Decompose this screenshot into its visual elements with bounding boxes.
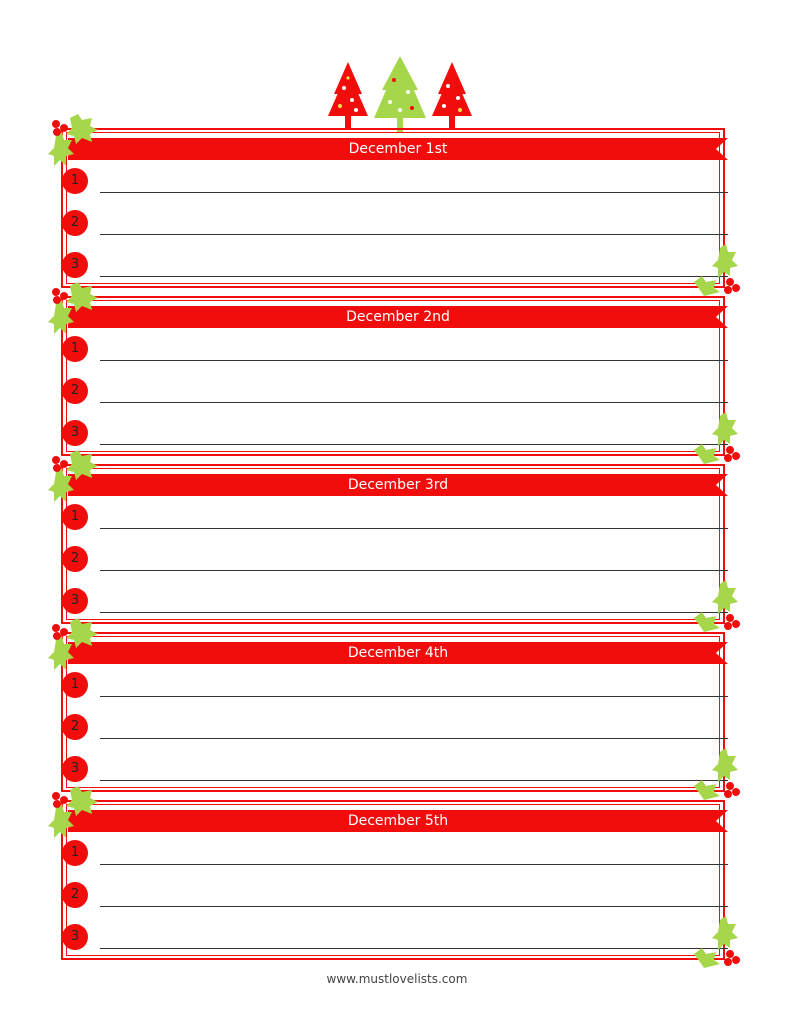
list-item[interactable]: [62, 756, 732, 782]
writing-line[interactable]: [100, 276, 728, 277]
list-item[interactable]: [62, 336, 732, 362]
item-number-badge: 2: [62, 210, 88, 236]
item-number-badge: 1: [62, 504, 88, 530]
list-item[interactable]: [62, 924, 732, 950]
writing-line[interactable]: [100, 234, 728, 235]
day-section: [48, 288, 748, 460]
list-item[interactable]: [62, 840, 732, 866]
footer-website: www.mustlovelists.com: [326, 972, 468, 986]
writing-line[interactable]: [100, 696, 728, 697]
day-section: [48, 792, 748, 964]
list-item[interactable]: [62, 672, 732, 698]
writing-line[interactable]: [100, 738, 728, 739]
list-item[interactable]: [62, 546, 732, 572]
holly-icon: [48, 618, 110, 674]
writing-line[interactable]: [100, 948, 728, 949]
item-number-badge: 3: [62, 420, 88, 446]
item-number-badge: 2: [62, 378, 88, 404]
section-title: December 3rd: [347, 477, 449, 493]
writing-line[interactable]: [100, 906, 728, 907]
item-number-badge: 1: [62, 168, 88, 194]
holly-icon: [692, 916, 742, 968]
section-title: December 4th: [347, 645, 449, 661]
list-item[interactable]: [62, 882, 732, 908]
list-item[interactable]: [62, 420, 732, 446]
writing-line[interactable]: [100, 402, 728, 403]
list-item[interactable]: [62, 504, 732, 530]
writing-line[interactable]: [100, 780, 728, 781]
writing-line[interactable]: [100, 570, 728, 571]
writing-line[interactable]: [100, 864, 728, 865]
holly-icon: [48, 114, 110, 170]
item-number-badge: 1: [62, 336, 88, 362]
writing-line[interactable]: [100, 528, 728, 529]
item-number-badge: 2: [62, 546, 88, 572]
day-section: [48, 456, 748, 628]
section-title: December 2nd: [346, 309, 450, 325]
list-item[interactable]: [62, 378, 732, 404]
item-number-badge: 3: [62, 756, 88, 782]
writing-line[interactable]: [100, 360, 728, 361]
holly-icon: [48, 450, 110, 506]
item-number-badge: 3: [62, 252, 88, 278]
section-title: December 1st: [348, 141, 448, 157]
item-number-badge: 1: [62, 840, 88, 866]
list-item[interactable]: [62, 252, 732, 278]
holly-icon: [48, 282, 110, 338]
item-number-badge: 3: [62, 588, 88, 614]
item-number-badge: 2: [62, 714, 88, 740]
writing-line[interactable]: [100, 612, 728, 613]
day-section: [48, 624, 748, 796]
list-item[interactable]: [62, 588, 732, 614]
item-number-badge: 1: [62, 672, 88, 698]
list-item[interactable]: [62, 714, 732, 740]
holly-icon: [48, 786, 110, 842]
list-item[interactable]: [62, 210, 732, 236]
day-section: [48, 120, 748, 292]
item-number-badge: 3: [62, 924, 88, 950]
writing-line[interactable]: [100, 444, 728, 445]
item-number-badge: 2: [62, 882, 88, 908]
section-title: December 5th: [347, 813, 449, 829]
writing-line[interactable]: [100, 192, 728, 193]
list-item[interactable]: [62, 168, 732, 194]
